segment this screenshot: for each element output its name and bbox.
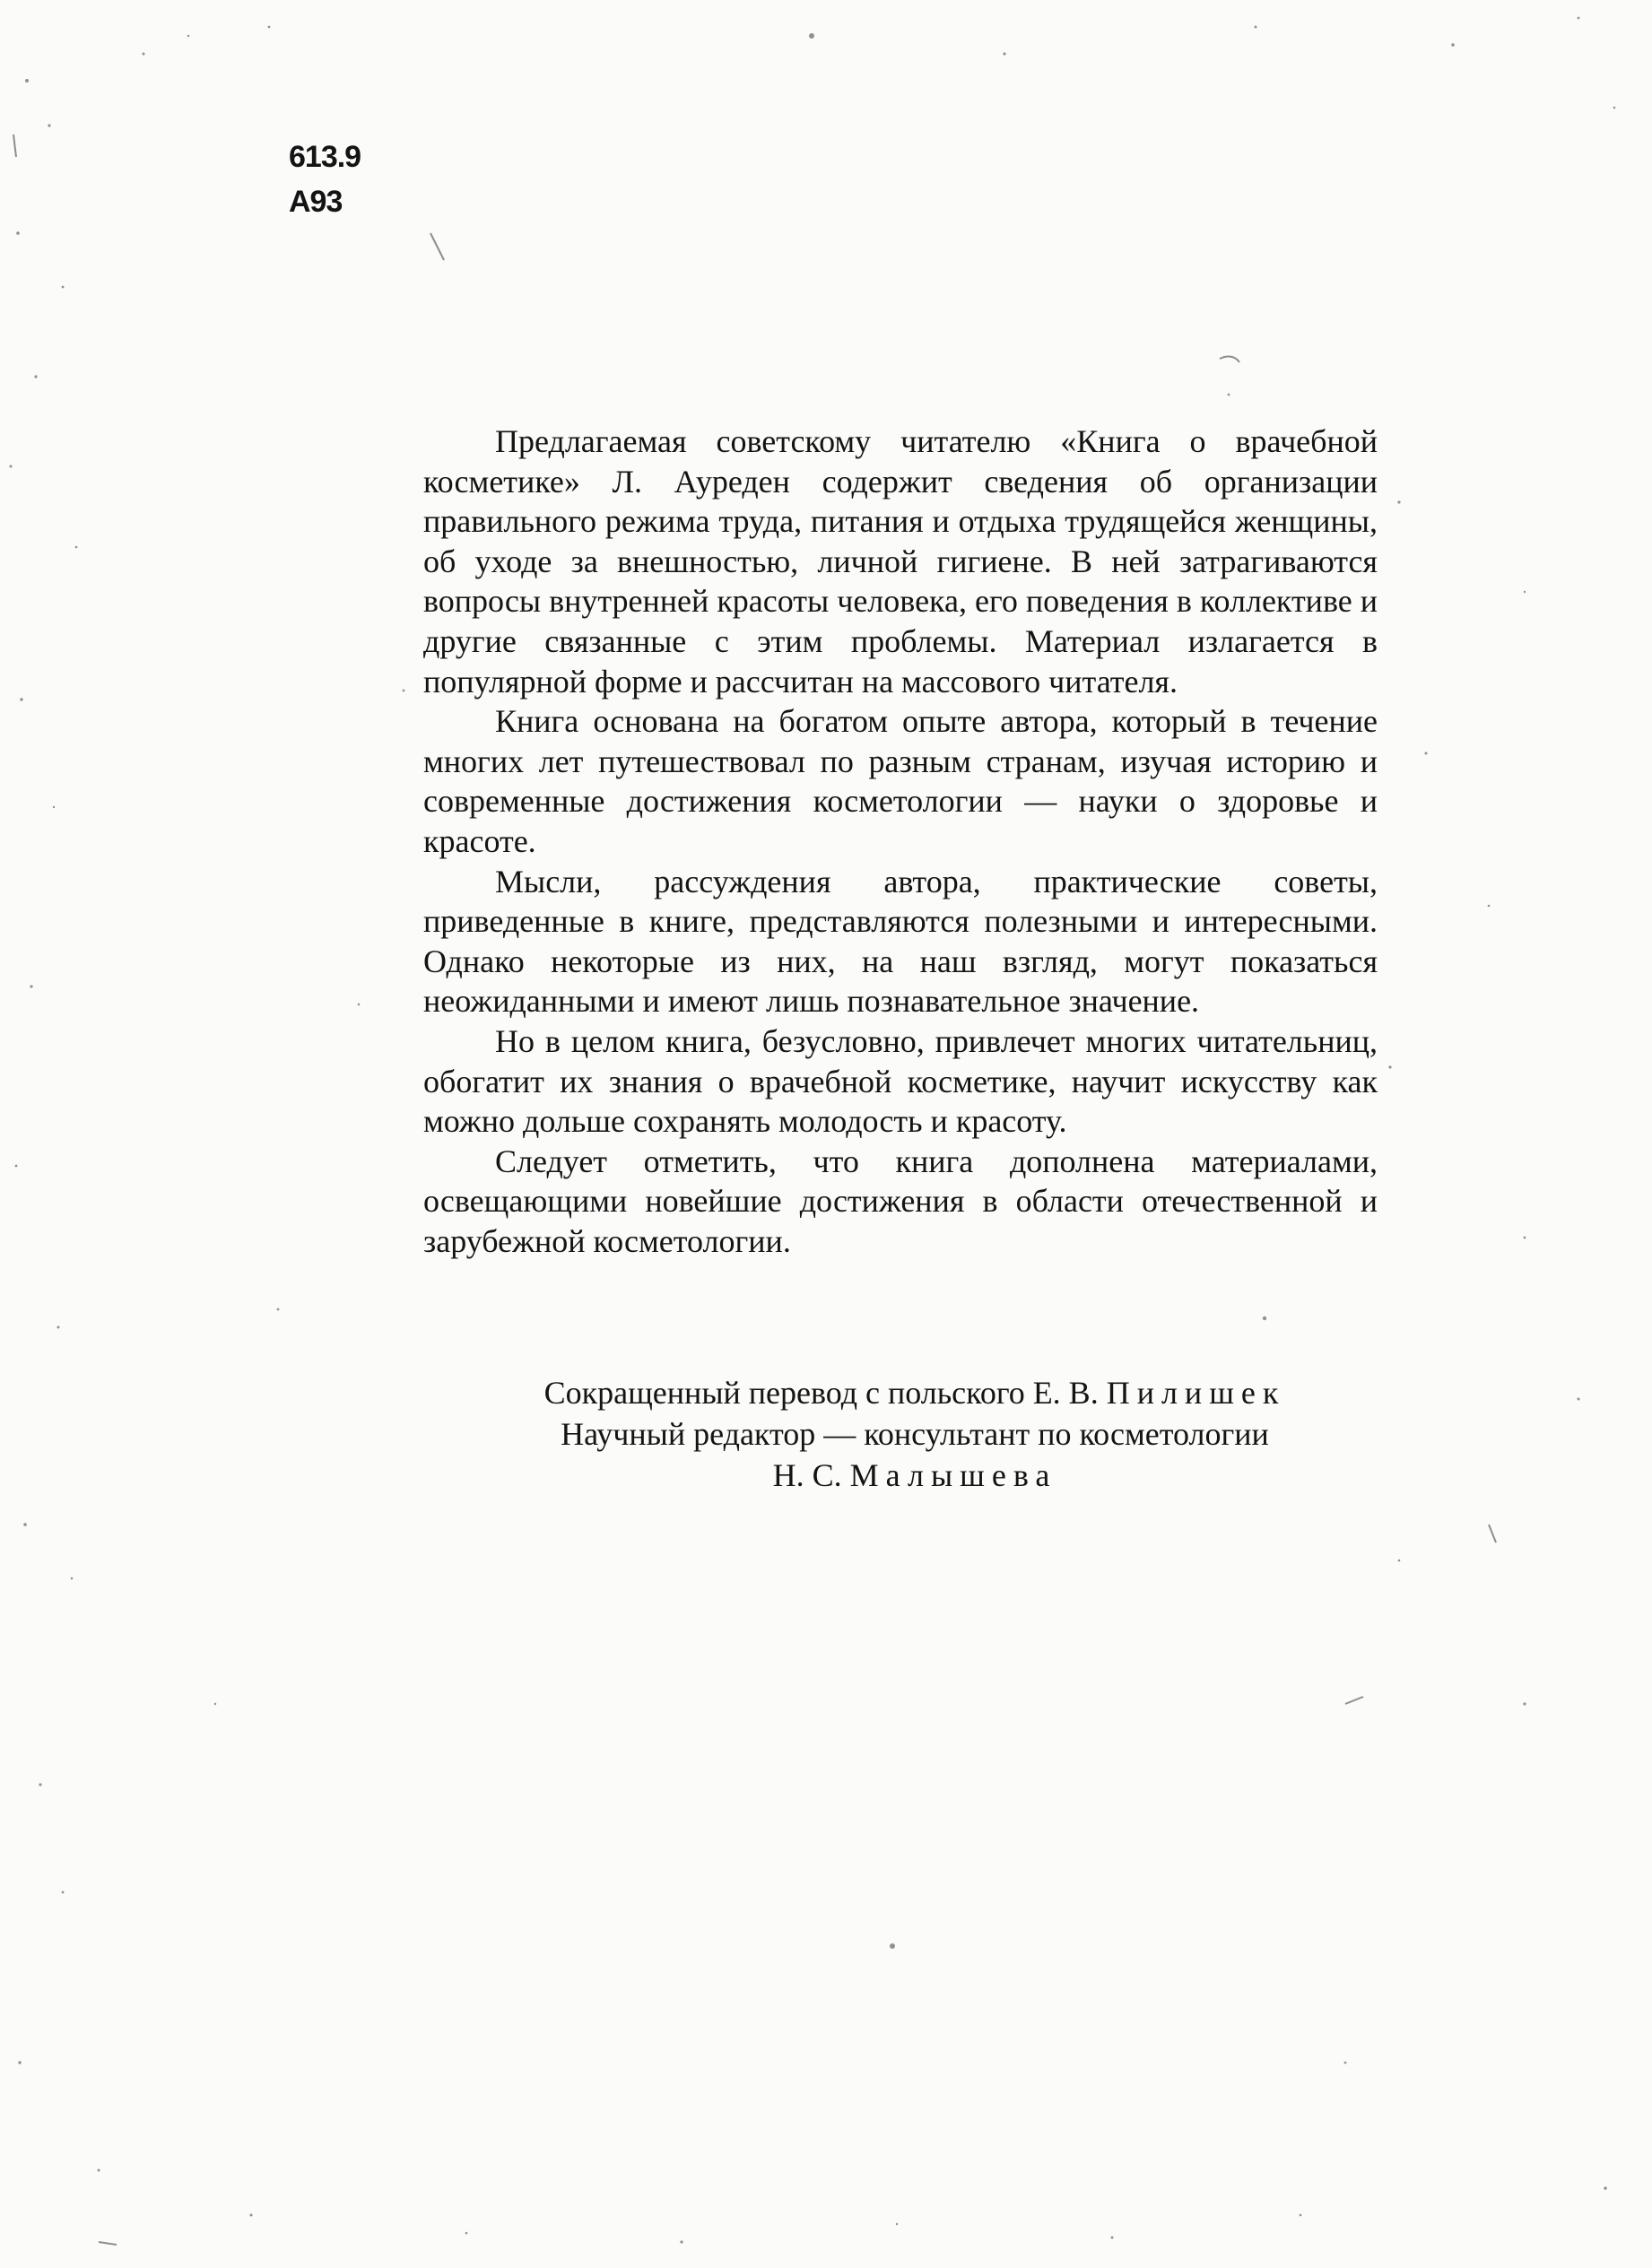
annotation-paragraph: Следует отметить, что книга дополнена материалами, освещающими новейшие достижения в области отечественной и зарубежной косметологии. bbox=[423, 1143, 1378, 1259]
editor-credit: Научный редактор — консультант по косметологии bbox=[561, 1416, 1269, 1452]
bbk-code: А93 bbox=[289, 185, 343, 219]
classification-codes bbox=[289, 135, 361, 224]
translation-credit bbox=[386, 1372, 1444, 1413]
editor-name-line bbox=[386, 1455, 1444, 1496]
credits-block bbox=[386, 1372, 1444, 1496]
editor-name: Малышева bbox=[849, 1457, 1057, 1493]
translator-name: Пилишек bbox=[1106, 1375, 1286, 1411]
annotation-paragraph: Мысли, рассуждения автора, практические советы, приведенные в книге, представляются полезными и интересными. Однако некоторые из них, на наш взгляд, могут показаться неожиданными и имеют лишь познавательное значение. bbox=[423, 863, 1378, 1020]
translation-label: Сокращенный перевод с польского Е. В. bbox=[543, 1375, 1099, 1411]
annotation-paragraph: Но в целом книга, безусловно, привлечет многих читательниц, обогатит их знания о врачебной косметике, научит искусству как можно дольше сохранять молодость и красоту. bbox=[423, 1022, 1378, 1140]
annotation-text bbox=[423, 421, 1378, 1261]
editor-initials: Н. С. bbox=[772, 1457, 842, 1493]
udc-code: 613.9 bbox=[289, 140, 361, 174]
annotation-paragraph: Предлагаемая советскому читателю «Книга о врачебной косметике» Л. Ауреден содержит сведения об организации правильного режима труда, питания и отдыха трудящейся женщины, об уходе за внешностью, личной гигиене. В ней затрагиваются вопросы внутренней красоты человека, его поведения в коллективе и другие связанные с этим проблемы. Материал излагается в популярной форме и рассчитан на массового читателя. bbox=[423, 423, 1378, 700]
annotation-paragraph: Книга основана на богатом опыте автора, который в течение многих лет путешествовал по разным странам, изучая историю и современные достижения косметологии — науки о здоровье и красоте. bbox=[423, 703, 1378, 859]
